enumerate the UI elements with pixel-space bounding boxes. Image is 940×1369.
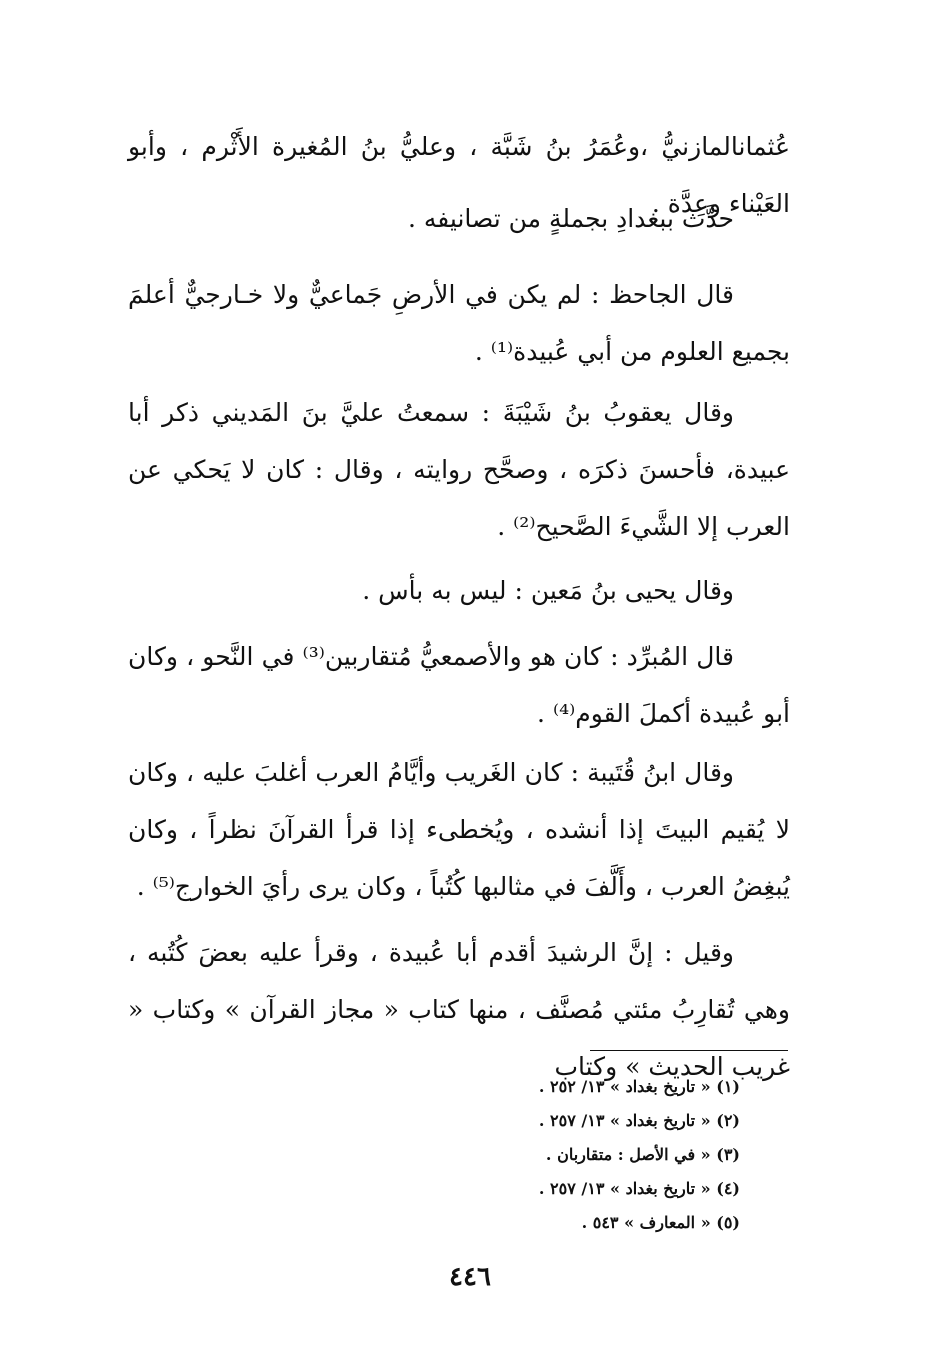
paragraph-rashid: وقيل : إنَّ الرشيدَ أقدم أبا عُبيدة ، وقرأ عليه بعضَ كُتُبه ، وهي تُقارِبُ مئتي مُصنَّف ، منها كتاب « مجاز القرآن » وكتاب « غريب الحديث » وكتاب — [128, 938, 790, 1081]
footnote-1: (١) « تاريخ بغداد » ١٣/ ٢٥٢ . — [538, 1077, 740, 1096]
paragraph-jahiz: قال الجاحظ : لم يكن في الأرضِ جَماعيٌّ ولا خـارجيٌّ أعلمَ بجميع العلوم من أبي عُبيدة⁽¹⁾ . — [128, 280, 790, 366]
paragraph-students-list: عُثمانالمازنيُّ ،وعُمَرُ بنُ شَبَّة ، وعليُّ بنُ المُغيرة الأَثْرم ، وأبو العَيْناء وعِدَّة . — [128, 132, 790, 218]
footnote-5: (٥) « المعارف » ٥٤٣ . — [581, 1213, 740, 1232]
footnote-4: (٤) « تاريخ بغداد » ١٣/ ٢٥٧ . — [538, 1179, 740, 1198]
footnote-3: (٣) « في الأصل : متقاربان . — [545, 1145, 740, 1164]
paragraph-baghdad: حدَّث ببغدادِ بجملةٍ من تصانيفه . — [407, 204, 734, 233]
paragraph-ibn-qutayba: وقال ابنُ قُتَيبة : كان الغَريب وأيَّامُ العرب أغلبَ عليه ، وكان لا يُقيم البيتَ إذا أنشده ، ويُخطىء إذا قرأ القرآنَ نظراً ، وكان يُبغِضُ العرب ، وأَلَّفَ في مثالبها كُتُباً ، وكان يرى رأيَ الخوارج⁽⁵⁾ . — [128, 758, 790, 901]
page-number: ٤٤٦ — [449, 1262, 491, 1292]
footnote-2: (٢) « تاريخ بغداد » ١٣/ ٢٥٧ . — [538, 1111, 740, 1130]
footnote-divider — [590, 1050, 788, 1051]
paragraph-yahya: وقال يحيى بنُ مَعين : ليس به بأس . — [362, 576, 734, 605]
paragraph-mubarrad: قال المُبرِّد : كان هو والأصمعيُّ مُتقاربين⁽³⁾ في النَّحو ، وكان أبو عُبيدة أكملَ القوم⁽⁴⁾ . — [128, 642, 790, 728]
footnotes — [380, 1070, 740, 1240]
paragraph-yaqub: وقال يعقوبُ بنُ شَيْبَةَ : سمعتُ عليَّ بنَ المَديني ذكر أبا عبيدة، فأحسنَ ذكرَه ، وصحَّح روايته ، وقال : كان لا يَحكي عن العرب إلا الشَّيءَ الصَّحيح⁽²⁾ . — [128, 398, 790, 541]
